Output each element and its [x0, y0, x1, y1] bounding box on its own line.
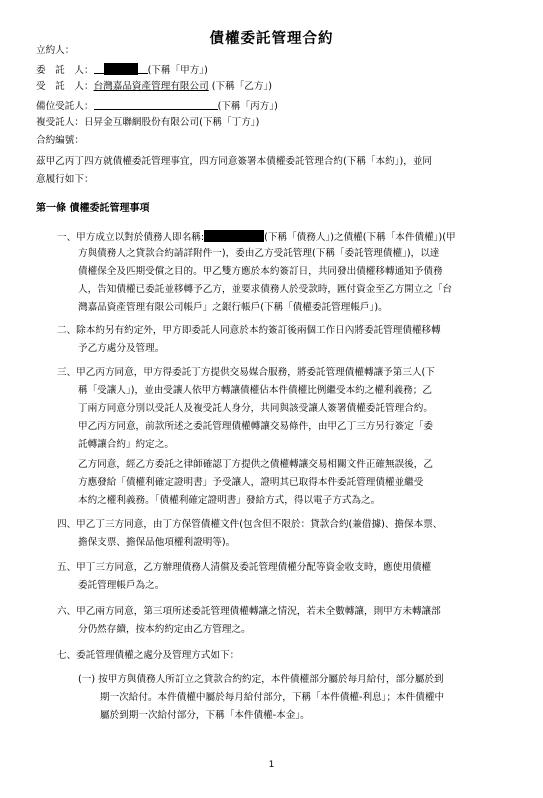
item3-line-5: 託轉讓合約」約定之。	[78, 439, 174, 450]
party-backup-trustee-tail: (下稱「丙方」)	[217, 101, 278, 112]
item2-line-1: 二、除本約另有約定外，甲方即委託人同意於本約簽訂後兩個工作日內將委託管理債權移轉	[57, 325, 441, 336]
party-principal	[36, 63, 208, 77]
item1-line-1-pre: 一、甲方成立以對於債務人即名稱:	[57, 232, 205, 243]
intro-line-1: 茲甲乙丙丁四方就債權委託管理事宜，四方同意簽署本債權委託管理合約(下稱「本約」)，並同	[36, 156, 433, 167]
item1-line-2: 方與債務人之貸款合約請詳附件一)，委由乙方受託管理(下稱「委託管理債權」)，以達	[78, 248, 440, 259]
section-heading: 第一條 債權委託管理事項	[36, 203, 150, 214]
item3-line-8: 本約之權利義務。「債權利確定證明書」發給方式，得以電子方式為之。	[78, 495, 381, 506]
underline-blank	[138, 63, 148, 74]
item3-line-1: 三、甲乙丙方同意，甲方得委託丁方提供交易媒合服務，將委託管理債權轉讓予第三人(下	[57, 367, 435, 378]
item6-line-1: 六、甲乙兩方同意，第三項所述委託管理債權轉讓之情況，若未全數轉讓，則甲方未轉讓部	[57, 606, 441, 617]
party-trustee-label: 受 託 人：	[36, 81, 94, 92]
party-principal-tail: (下稱「甲方」)	[147, 65, 208, 76]
party-trustee-tail: (下稱「乙方」)	[211, 81, 272, 92]
item6-line-2: 分仍然存續，按本約約定由乙方管理之。	[78, 624, 251, 635]
item5-line-1: 五、甲丁三方同意，乙方辦理債務人清償及委託管理債權分配等資金收支時，應使用債權	[57, 562, 432, 573]
item1-line-5: 灣嘉品資產管理有限公司帳戶」之銀行帳戶(下稱「債權委託管理帳戶」)。	[78, 302, 388, 313]
item2-line-2: 予乙方處分及管理。	[78, 343, 165, 354]
item1-line-1-post: (下稱「債務人」)之債權(下稱「本件債權」)(甲	[264, 232, 456, 243]
party-backup-trustee	[36, 99, 278, 113]
party-trustee	[36, 81, 272, 93]
contract-number: 合約編號：	[36, 135, 84, 146]
item3-line-4: 甲乙丙方同意，前款所述之委託管理債權轉讓交易條件，由甲乙丁三方另行簽定「委	[78, 421, 433, 432]
party-principal-label: 委 託 人：	[36, 65, 94, 76]
underline-blank	[94, 99, 218, 110]
page-number: 1	[268, 760, 275, 770]
item7-sub1-line-2: 期一次給付。本件債權中屬於每月給付部分，下稱「本件債權-利息」；本件債權中	[100, 692, 445, 703]
intro-line-2: 意履行如下：	[36, 174, 94, 185]
item1-line-4: 人，告知債權已委託並移轉予乙方，並要求債務人於受款時，匯付資金至乙方開立之「台	[78, 284, 453, 295]
item3-line-7: 方應發給「債權利確定證明書」予受讓人，證明其已取得本件委託管理債權並繼受	[78, 477, 424, 488]
party-trustee-name: 台灣嘉品資產管理有限公司	[93, 81, 209, 92]
item3-line-6: 乙方同意，經乙方委託之律師確認丁方提供之債權轉讓交易相關文件正確無誤後，乙	[78, 459, 433, 470]
party-sub-trustee: 複受託人：日昇金互聯網股份有限公司(下稱「丁方」)	[36, 117, 260, 128]
party-backup-trustee-label: 備位受託人：	[36, 101, 94, 112]
redacted-name	[104, 63, 138, 75]
parties-header: 立約人：	[36, 45, 75, 56]
item7-line-1: 七、委託管理債權之處分及管理方式如下：	[57, 650, 240, 661]
item7-sub1-line-1: (一) 按甲方與債務人所訂立之貸款合約約定，本件債權部分屬於每月給付，部分屬於到	[78, 674, 444, 685]
item4-line-1: 四、甲乙丁三方同意，由丁方保管債權文件(包含但不限於：貸款合約(兼借據)、擔保本票、	[57, 519, 443, 530]
item3-line-2: 稱「受讓人」)，並由受讓人依甲方轉讓債權佔本件債權比例繼受本約之權利義務；乙	[78, 385, 432, 396]
contract-title: 債權委託管理合約	[209, 30, 334, 47]
item5-line-2: 委託管理帳戶為之。	[78, 580, 165, 591]
item3-line-3: 丁兩方同意分別以受託人及複受託人身分，共同與該受讓人簽署債權委託管理合約。	[78, 403, 433, 414]
underline-blank	[94, 63, 104, 74]
item4-line-2: 擔保支票、擔保品他項權利證明等)。	[78, 537, 236, 548]
item7-sub1-line-3: 屬於到期一次給付部分，下稱「本件債權-本金」。	[100, 710, 310, 721]
item1-line-3: 債權保全及匹期受償之目的。甲乙雙方應於本約簽訂日，共同發出債權移轉通知予債務	[78, 266, 443, 277]
redacted-debtor-name	[204, 230, 264, 242]
item1-line-1	[57, 230, 456, 244]
